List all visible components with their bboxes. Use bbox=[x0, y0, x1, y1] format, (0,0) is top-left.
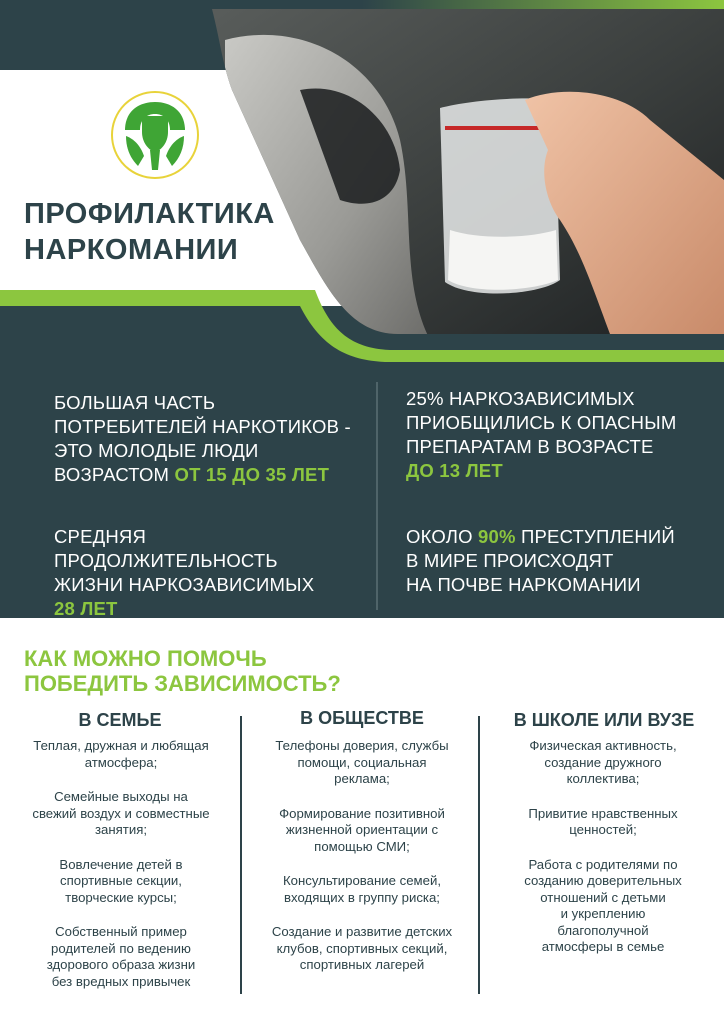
green-emblem-icon bbox=[110, 90, 200, 180]
list-item bbox=[486, 857, 720, 956]
question-line-2: ПОБЕДИТЬ ЗАВИСИМОСТЬ? bbox=[24, 671, 341, 696]
stat-prefix: ВОЗРАСТОМ bbox=[54, 464, 175, 485]
item-line: жизненной ориентации с bbox=[285, 822, 439, 837]
list-item bbox=[10, 924, 232, 990]
item-line: без вредных привычек bbox=[51, 973, 191, 989]
stat-highlight: 90% bbox=[478, 526, 516, 547]
stat-line: ПРЕПАРАТАМ В ВОЗРАСТЕ bbox=[406, 436, 654, 457]
list-item bbox=[10, 789, 232, 839]
item-line: Семейные выходы на bbox=[54, 789, 188, 804]
stat-line bbox=[54, 463, 369, 487]
stat-early-age bbox=[406, 387, 716, 483]
item-line: атмосфера; bbox=[84, 754, 158, 770]
stat-highlight: ДО 13 ЛЕТ bbox=[406, 460, 503, 481]
item-line: ценностей; bbox=[569, 822, 637, 837]
column-divider bbox=[240, 716, 242, 994]
item-line: создание дружного bbox=[544, 754, 662, 770]
list-item bbox=[248, 924, 476, 974]
item-line: творческие курсы; bbox=[65, 889, 177, 905]
item-line: родителей по ведению bbox=[51, 940, 191, 956]
item-line: входящих в группу риска; bbox=[284, 889, 440, 905]
stat-line: В МИРЕ ПРОИСХОДЯТ bbox=[406, 550, 614, 571]
item-line: атмосферы в семье bbox=[541, 939, 665, 954]
list-item bbox=[248, 738, 476, 788]
column-family bbox=[10, 738, 232, 1008]
item-line: отношений с детьми bbox=[540, 889, 666, 905]
item-line: Физическая активность, bbox=[529, 738, 677, 753]
item-line: помощи, социальная bbox=[297, 754, 427, 770]
item-line: свежий воздух и совместные bbox=[32, 805, 210, 821]
column-heading-society: В ОБЩЕСТВЕ bbox=[300, 708, 424, 728]
question-line-1: КАК МОЖНО ПОМОЧЬ bbox=[24, 646, 267, 671]
stat-line: ЭТО МОЛОДЫЕ ЛЮДИ bbox=[54, 440, 259, 461]
item-line: благополучной bbox=[557, 922, 649, 938]
stat-highlight: 28 ЛЕТ bbox=[54, 598, 118, 619]
item-line: Собственный пример bbox=[55, 924, 187, 939]
column-heading-school: В ШКОЛЕ ИЛИ ВУЗЕ bbox=[513, 710, 695, 730]
stat-life-expectancy bbox=[54, 525, 374, 621]
stat-line bbox=[406, 525, 716, 549]
stat-crimes bbox=[406, 525, 716, 597]
item-line: Привитие нравственных bbox=[528, 805, 678, 821]
item-line: Теплая, дружная и любящая bbox=[33, 738, 209, 753]
title-line-2: НАРКОМАНИИ bbox=[24, 234, 239, 266]
list-item bbox=[248, 806, 476, 856]
item-line: Создание и развитие детских bbox=[271, 924, 453, 939]
item-line: занятия; bbox=[94, 822, 148, 837]
item-line: Работа с родителями по bbox=[528, 856, 678, 872]
item-line: коллектива; bbox=[566, 771, 640, 786]
item-line: клубов, спортивных секций, bbox=[276, 940, 448, 956]
item-line: Формирование позитивной bbox=[279, 805, 445, 821]
item-line: Консультирование семей, bbox=[282, 873, 441, 888]
help-question-heading bbox=[24, 646, 341, 696]
stat-line: НА ПОЧВЕ НАРКОМАНИИ bbox=[406, 574, 641, 595]
stat-young-users bbox=[54, 391, 369, 487]
stat-line: ПРИОБЩИЛИСЬ К ОПАСНЫМ bbox=[406, 412, 677, 433]
stat-line: ПОТРЕБИТЕЛЕЙ НАРКОТИКОВ - bbox=[54, 416, 351, 437]
item-line: спортивных лагерей bbox=[299, 957, 425, 972]
item-line: помощью СМИ; bbox=[314, 838, 410, 854]
stat-line: ЖИЗНИ НАРКОЗАВИСИМЫХ bbox=[54, 574, 315, 595]
column-heading-family: В СЕМЬЕ bbox=[78, 710, 162, 730]
item-line: здорового образа жизни bbox=[46, 957, 196, 972]
list-item bbox=[248, 873, 476, 906]
list-item bbox=[486, 738, 720, 788]
stat-line: СРЕДНЯЯ ПРОДОЛЖИТЕЛЬНОСТЬ bbox=[54, 526, 278, 571]
column-divider bbox=[478, 716, 480, 994]
item-line: спортивные секции, bbox=[60, 873, 182, 888]
list-item bbox=[10, 738, 232, 771]
list-item bbox=[486, 806, 720, 839]
item-line: реклама; bbox=[334, 771, 390, 786]
item-line: и укреплению bbox=[560, 906, 646, 921]
column-school bbox=[486, 738, 720, 974]
stat-line: 25% НАРКОЗАВИСИМЫХ bbox=[406, 388, 635, 409]
column-society bbox=[248, 738, 476, 992]
stat-line: БОЛЬШАЯ ЧАСТЬ bbox=[54, 392, 216, 413]
item-line: Вовлечение детей в bbox=[59, 856, 183, 872]
page-title bbox=[24, 196, 275, 268]
stat-suffix: ПРЕСТУПЛЕНИЙ bbox=[515, 526, 675, 547]
list-item bbox=[10, 857, 232, 907]
item-line: созданию доверительных bbox=[524, 873, 682, 888]
item-line: Телефоны доверия, службы bbox=[275, 738, 449, 753]
title-line-1: ПРОФИЛАКТИКА bbox=[24, 198, 275, 230]
stat-prefix: ОКОЛО bbox=[406, 526, 479, 547]
stat-highlight: ОТ 15 ДО 35 ЛЕТ bbox=[174, 464, 330, 485]
